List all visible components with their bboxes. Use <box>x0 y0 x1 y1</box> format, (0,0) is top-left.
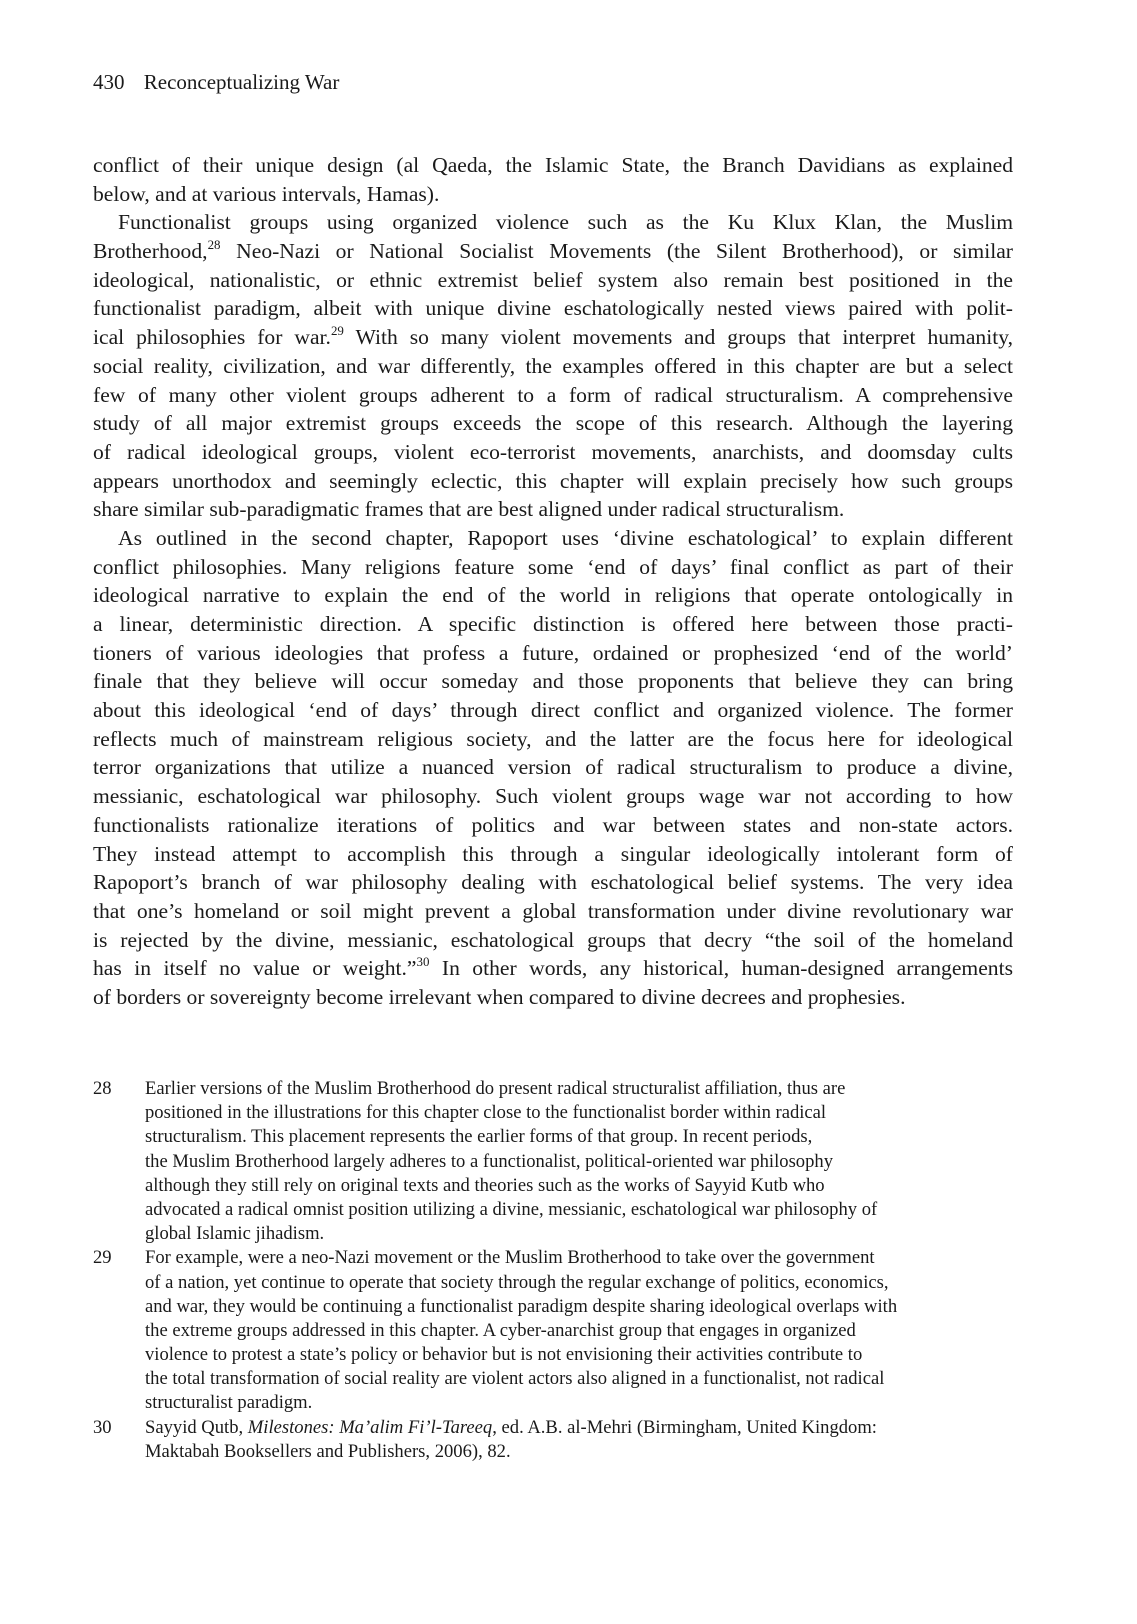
text-line: although they still rely on original texts and theories such as the works of Sayyid Kutb who <box>145 1174 825 1196</box>
text-line: social reality, civilization, and war differently, the examples offered in this chapter are but a select <box>93 353 1013 378</box>
text-line: conflict of their unique design (al Qaeda, the Islamic State, the Branch Davidians as explained <box>93 153 1013 177</box>
text-line: finale that they believe will occur someday and those proponents that believe they can bring <box>93 669 1013 694</box>
text-line: the Muslim Brotherhood largely adheres to a functionalist, political-oriented war philosophy <box>145 1150 833 1172</box>
text-line: Brotherhood,$^{28}$ Neo-Nazi or National Socialist Movements (the Silent Brotherhood), or similar <box>93 237 1013 264</box>
text-line: structuralism. This placement represents the earlier forms of that group. In recent periods, <box>145 1126 813 1148</box>
text-line: For example, were a neo-Nazi movement or the Muslim Brotherhood to take over the government <box>145 1247 875 1269</box>
text-line: tioners of various ideologies that profess a future, ordained or prophesized ‘end of the world’ <box>93 640 1013 665</box>
text-line: few of many other violent groups adherent to a form of radical structuralism. A comprehensive <box>93 382 1013 407</box>
footnote-reference[interactable]: 30 <box>416 954 430 970</box>
paragraph <box>93 151 1013 208</box>
text-line: and war, they would be continuing a functionalist paradigm despite sharing ideological overlaps with <box>145 1295 898 1317</box>
text-line: terror organizations that utilize a nuanced version of radical structuralism to produce a divine, <box>93 755 1013 780</box>
footnote-number: 28 <box>93 1078 112 1099</box>
text-line: ical philosophies for war.$^{29}$ With so many violent movements and groups that interpret humanity, <box>93 323 1014 350</box>
page-number: 430 <box>93 70 125 94</box>
text-line: positioned in the illustrations for this chapter close to the functionalist border within radical <box>145 1102 827 1124</box>
text-line: conflict philosophies. Many religions feature some ‘end of days’ final conflict as part of their <box>93 554 1013 579</box>
footnote <box>93 1246 1013 1415</box>
text-line: Rapoport’s branch of war philosophy dealing with eschatological belief systems. The very idea <box>93 870 1013 895</box>
text-line: is rejected by the divine, messianic, eschatological groups that decry “the soil of the homeland <box>93 927 1013 952</box>
text-line: the extreme groups addressed in this chapter. A cyber-anarchist group that engages in organized <box>145 1319 856 1341</box>
footnote-number: 29 <box>93 1247 112 1269</box>
text-line: of radical ideological groups, violent eco-terrorist movements, anarchists, and doomsday cults <box>93 439 1013 464</box>
text-line: has in itself no value or weight.”$^{30}$ In other words, any historical, human-designed arrangements <box>93 954 1013 981</box>
text-line: messianic, eschatological war philosophy. Such violent groups wage war not according to how <box>93 784 1013 809</box>
paragraph <box>93 208 1013 524</box>
text-line: the total transformation of social reality are violent actors also aligned in a functionalist, not radical <box>145 1368 885 1390</box>
footnote <box>93 1077 1013 1246</box>
text-line: structuralist paradigm. <box>145 1392 313 1414</box>
footnote-text <box>145 1077 1013 1246</box>
text-line: share similar sub-paradigmatic frames that are best aligned under radical structuralism. <box>93 497 845 522</box>
text-line: Sayyid Qutb, Milestones: Ma’alim Fi’l-Tareeq, ed. A.B. al-Mehri (Birmingham, United Kingdom: <box>145 1416 877 1438</box>
text-line: functionalists rationalize iterations of politics and war between states and non-state actors. <box>93 812 1013 837</box>
running-title: Reconceptualizing War <box>143 70 340 94</box>
footnote-reference[interactable]: 28 <box>207 237 221 252</box>
body-text <box>93 151 1013 1012</box>
text-line: about this ideological ‘end of days’ through direct conflict and organized violence. The former <box>93 698 1013 723</box>
text-line: Functionalist groups using organized violence such as the Ku Klux Klan, the Muslim <box>118 210 1013 235</box>
text-line: As outlined in the second chapter, Rapoport uses ‘divine eschatological’ to explain different <box>118 525 1013 550</box>
text-line: They instead attempt to accomplish this through a singular ideologically intolerant form of <box>93 841 1013 866</box>
text-line: ideological narrative to explain the end of the world in religions that operate ontologically in <box>93 583 1013 608</box>
text-line: of borders or sovereignty become irrelevant when compared to divine decrees and prophesies. <box>93 984 906 1009</box>
text-line: that one’s homeland or soil might prevent a global transformation under divine revolutionary war <box>93 898 1013 923</box>
footnote-text <box>145 1246 1013 1415</box>
text-line: Earlier versions of the Muslim Brotherhood do present radical structuralist affiliation, thus are <box>145 1078 846 1099</box>
footnote-reference[interactable]: 29 <box>330 323 344 339</box>
text-line: Maktabah Booksellers and Publishers, 2006), 82. <box>145 1440 511 1462</box>
text-line: reflects much of mainstream religious society, and the latter are the focus here for ideological <box>93 726 1013 751</box>
text-line: violence to protest a state’s policy or behavior but is not envisioning their activities contribute to <box>145 1344 863 1366</box>
text-line: appears unorthodox and seemingly eclectic, this chapter will explain precisely how such groups <box>93 468 1013 493</box>
text-line: global Islamic jihadism. <box>145 1223 325 1245</box>
footnote-number: 30 <box>93 1416 112 1438</box>
text-line: functionalist paradigm, albeit with unique divine eschatologically nested views paired with polit- <box>93 296 1013 321</box>
text-line: advocated a radical omnist position utilizing a divine, messianic, eschatological war philosophy of <box>145 1198 878 1220</box>
text-line: a linear, deterministic direction. A specific distinction is offered here between those practi- <box>93 612 1013 636</box>
text-line: below, and at various intervals, Hamas). <box>93 181 440 206</box>
footnotes <box>93 1077 1013 1464</box>
text-line: ideological, nationalistic, or ethnic extremist belief system also remain best positioned in the <box>93 267 1013 292</box>
italic-title: Milestones: Ma’alim Fi’l-Tareeq <box>247 1416 493 1438</box>
running-header <box>93 70 339 95</box>
text-line: of a nation, yet continue to operate that society through the regular exchange of politics, economics, <box>145 1271 889 1293</box>
text-line: study of all major extremist groups exceeds the scope of this research. Although the layering <box>93 411 1013 436</box>
footnote-text <box>145 1416 1013 1464</box>
paragraph <box>93 524 1013 1012</box>
footnote <box>93 1416 1013 1464</box>
